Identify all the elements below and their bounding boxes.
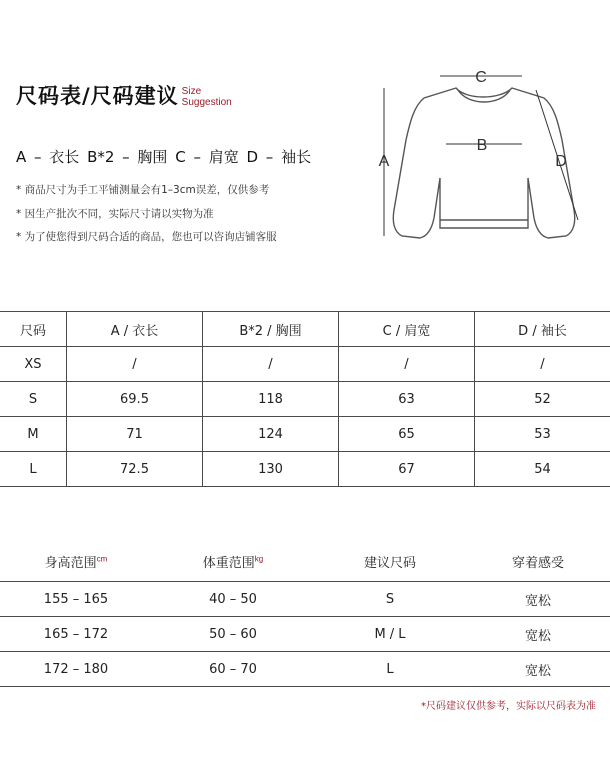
table-cell: 50 – 60 <box>152 617 314 652</box>
table-cell: S <box>314 582 466 617</box>
table-cell: / <box>203 347 339 382</box>
table-row <box>0 652 610 687</box>
weight-unit: kg <box>254 554 264 564</box>
table-cell: M <box>0 417 67 452</box>
table-cell: / <box>475 347 610 382</box>
table-header-row <box>0 312 610 347</box>
table-cell: M / L <box>314 617 466 652</box>
subtitle-line-1: Size <box>181 86 202 97</box>
table-cell: / <box>339 347 475 382</box>
table-header-row <box>0 542 610 582</box>
table-cell: 52 <box>475 382 610 417</box>
table-header-cell <box>152 542 314 582</box>
table-cell: 63 <box>339 382 475 417</box>
table-header-cell <box>0 542 152 582</box>
table-row <box>0 417 610 452</box>
table-header-cell: A / 衣长 <box>67 312 203 347</box>
table-cell: L <box>0 452 67 487</box>
sweatshirt-outline <box>393 88 574 238</box>
table-cell: 宽松 <box>466 617 610 652</box>
note-item: * 为了使您得到尺码合适的商品，您也可以咨询店铺客服 <box>16 231 277 243</box>
recommendation-table <box>0 542 610 687</box>
table-cell: 53 <box>475 417 610 452</box>
table-cell: 71 <box>67 417 203 452</box>
title-subtitle <box>182 86 232 108</box>
table-header-cell: D / 袖长 <box>475 312 610 347</box>
table-cell: 67 <box>339 452 475 487</box>
table-row <box>0 617 610 652</box>
dimension-label-d: D <box>555 153 567 170</box>
table-cell: 172 – 180 <box>0 652 152 687</box>
subtitle-line-2: Suggestion <box>181 97 232 108</box>
page-title <box>16 80 232 110</box>
table-cell: 宽松 <box>466 582 610 617</box>
size-table <box>0 311 610 487</box>
table-row <box>0 452 610 487</box>
table-cell: 54 <box>475 452 610 487</box>
table-cell: 155 – 165 <box>0 582 152 617</box>
table-cell: 65 <box>339 417 475 452</box>
table-cell: 宽松 <box>466 652 610 687</box>
table-row <box>0 582 610 617</box>
dimension-label-c: C <box>475 69 487 86</box>
table-cell: S <box>0 382 67 417</box>
table-cell: 72.5 <box>67 452 203 487</box>
table-header-cell: 尺码 <box>0 312 67 347</box>
collar <box>458 90 510 102</box>
table-cell: 165 – 172 <box>0 617 152 652</box>
table-header-cell: C / 肩宽 <box>339 312 475 347</box>
footnote: *尺码建议仅供参考，实际以尺码表为准 <box>421 701 596 712</box>
measurement-legend: A – 衣长 B*2 – 胸围 C – 肩宽 D – 袖长 <box>16 148 312 166</box>
table-row <box>0 347 610 382</box>
table-header-cell: 穿着感受 <box>466 542 610 582</box>
table-cell: 40 – 50 <box>152 582 314 617</box>
height-unit: cm <box>96 554 108 564</box>
table-cell: XS <box>0 347 67 382</box>
notes-list <box>16 182 277 253</box>
table-header-cell: 建议尺码 <box>314 542 466 582</box>
title-main: 尺码表/尺码建议 <box>16 84 179 108</box>
table-cell: / <box>67 347 203 382</box>
table-cell: 60 – 70 <box>152 652 314 687</box>
sweatshirt-diagram <box>368 60 600 250</box>
table-row <box>0 382 610 417</box>
weight-header-label: 体重范围 <box>202 556 255 571</box>
note-item: * 商品尺寸为手工平铺测量会有1–3cm误差，仅供参考 <box>16 184 270 196</box>
table-cell: 118 <box>203 382 339 417</box>
note-item: * 因生产批次不同，实际尺寸请以实物为准 <box>16 207 214 220</box>
table-header-cell: B*2 / 胸围 <box>203 312 339 347</box>
table-cell: 130 <box>203 452 339 487</box>
height-header-label: 身高范围 <box>44 556 97 571</box>
dimension-label-b: B <box>476 137 488 154</box>
table-cell: 124 <box>203 417 339 452</box>
table-cell: 69.5 <box>67 382 203 417</box>
table-cell: L <box>314 652 466 687</box>
dimension-label-a: A <box>378 153 390 170</box>
